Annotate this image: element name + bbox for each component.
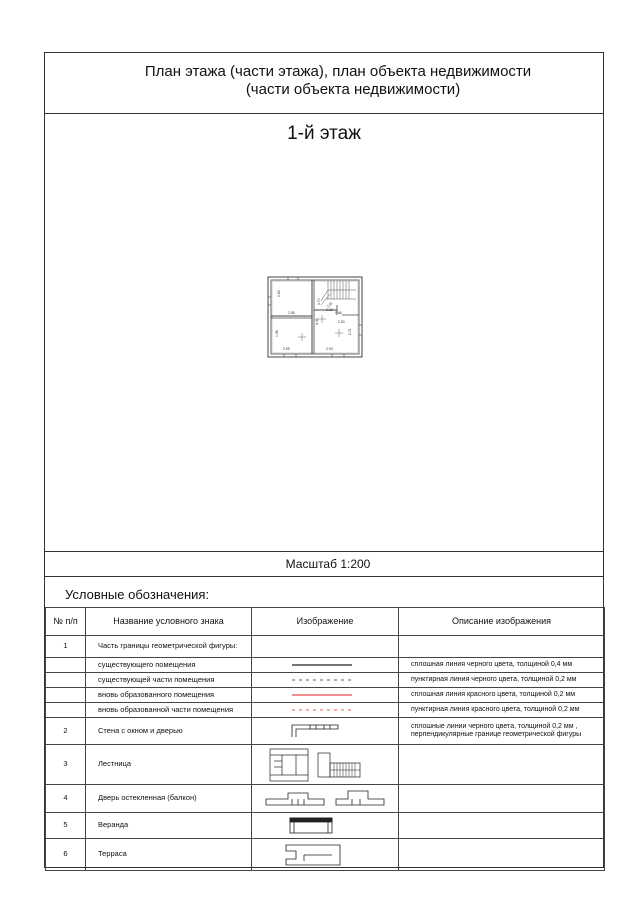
row-name: Лестница xyxy=(86,745,252,785)
header-desc: Описание изображения xyxy=(399,608,605,636)
legend-row xyxy=(46,636,605,658)
header-name: Название условного знака xyxy=(86,608,252,636)
legend-row xyxy=(46,688,605,703)
header xyxy=(45,53,603,114)
scale-label: Масштаб 1:200 xyxy=(45,551,603,577)
row-num xyxy=(46,673,86,688)
dim-label: 3.70 xyxy=(317,298,321,305)
row-desc xyxy=(399,785,605,813)
dim-label: 2.55 xyxy=(288,311,295,315)
dashed-black-line-image xyxy=(252,673,399,688)
row-name: Часть границы геометрической фигуры: xyxy=(86,636,252,658)
legend-row xyxy=(46,839,605,871)
dim-label: 2.55 xyxy=(283,347,290,351)
row-desc: сплошная линия красного цвета, толщиной 0,2 мм xyxy=(399,688,605,703)
row-name: существующего помещения xyxy=(86,658,252,673)
dim-label: 4.46 xyxy=(315,318,319,325)
row-desc: сплошная линия черного цвета, толщиной 0,4 мм xyxy=(399,658,605,673)
row-num: 5 xyxy=(46,813,86,839)
row-desc xyxy=(399,636,605,658)
row-desc xyxy=(399,745,605,785)
dim-label: 2.32 xyxy=(326,308,333,312)
legend-row xyxy=(46,658,605,673)
dim-label: 0.86 xyxy=(335,311,342,315)
dim-label: 2.50 xyxy=(338,320,345,324)
terrace-image xyxy=(252,839,399,871)
legend-row xyxy=(46,673,605,688)
dim-label: 1.96 xyxy=(275,330,279,337)
glazed-door-image xyxy=(252,785,399,813)
dim-label: 2.71 xyxy=(348,328,352,335)
dim-label: 2.93 xyxy=(326,347,333,351)
solid-black-line-image xyxy=(252,658,399,673)
row-num xyxy=(46,688,86,703)
row-num: 2 xyxy=(46,718,86,745)
title-line-1: План этажа (части этажа), план объекта недвижимости xyxy=(144,63,532,80)
solid-red-line-image xyxy=(252,688,399,703)
row-desc xyxy=(399,839,605,871)
row-num: 6 xyxy=(46,839,86,871)
wall-window-door-image xyxy=(252,718,399,745)
row-num xyxy=(46,703,86,718)
title-line-2: (части объекта недвижимости) xyxy=(245,81,461,98)
veranda-image xyxy=(252,813,399,839)
row-name: Терраса xyxy=(86,839,252,871)
legend-row xyxy=(46,745,605,785)
row-desc: пунктирная линия черного цвета, толщиной 0,2 мм xyxy=(399,673,605,688)
row-num: 4 xyxy=(46,785,86,813)
legend-row xyxy=(46,813,605,839)
dim-label: 2.82 xyxy=(277,290,281,297)
row-num: 3 xyxy=(46,745,86,785)
legend-table xyxy=(45,607,605,871)
header-num: № п/п xyxy=(46,608,86,636)
header-image: Изображение xyxy=(252,608,399,636)
legend-header-row xyxy=(46,608,605,636)
legend-title: Условные обозначения: xyxy=(65,587,210,602)
row-desc: пунктирная линия красного цвета, толщиной 0,2 мм xyxy=(399,703,605,718)
row-num xyxy=(46,658,86,673)
legend-row xyxy=(46,785,605,813)
row-name: Дверь остекленная (балкон) xyxy=(86,785,252,813)
row-num: 1 xyxy=(46,636,86,658)
dashed-red-line-image xyxy=(252,703,399,718)
row-name: существующей части помещения xyxy=(86,673,252,688)
row-desc xyxy=(399,813,605,839)
dim-label: 2.02 xyxy=(325,301,334,309)
row-name: вновь образованной части помещения xyxy=(86,703,252,718)
document-frame xyxy=(44,52,604,868)
stairs-image xyxy=(252,745,399,785)
row-image xyxy=(252,636,399,658)
row-name: вновь образованного помещения xyxy=(86,688,252,703)
legend-row xyxy=(46,703,605,718)
floor-plan xyxy=(266,275,366,359)
row-name: Веранда xyxy=(86,813,252,839)
legend-row xyxy=(46,718,605,745)
row-desc: сплошные линии черного цвета, толщиной 0,2 мм , перпендикулярные границе геометрической фигуры xyxy=(399,718,605,745)
row-name: Стена с окном и дверью xyxy=(86,718,252,745)
floor-label: 1-й этаж xyxy=(287,123,361,144)
